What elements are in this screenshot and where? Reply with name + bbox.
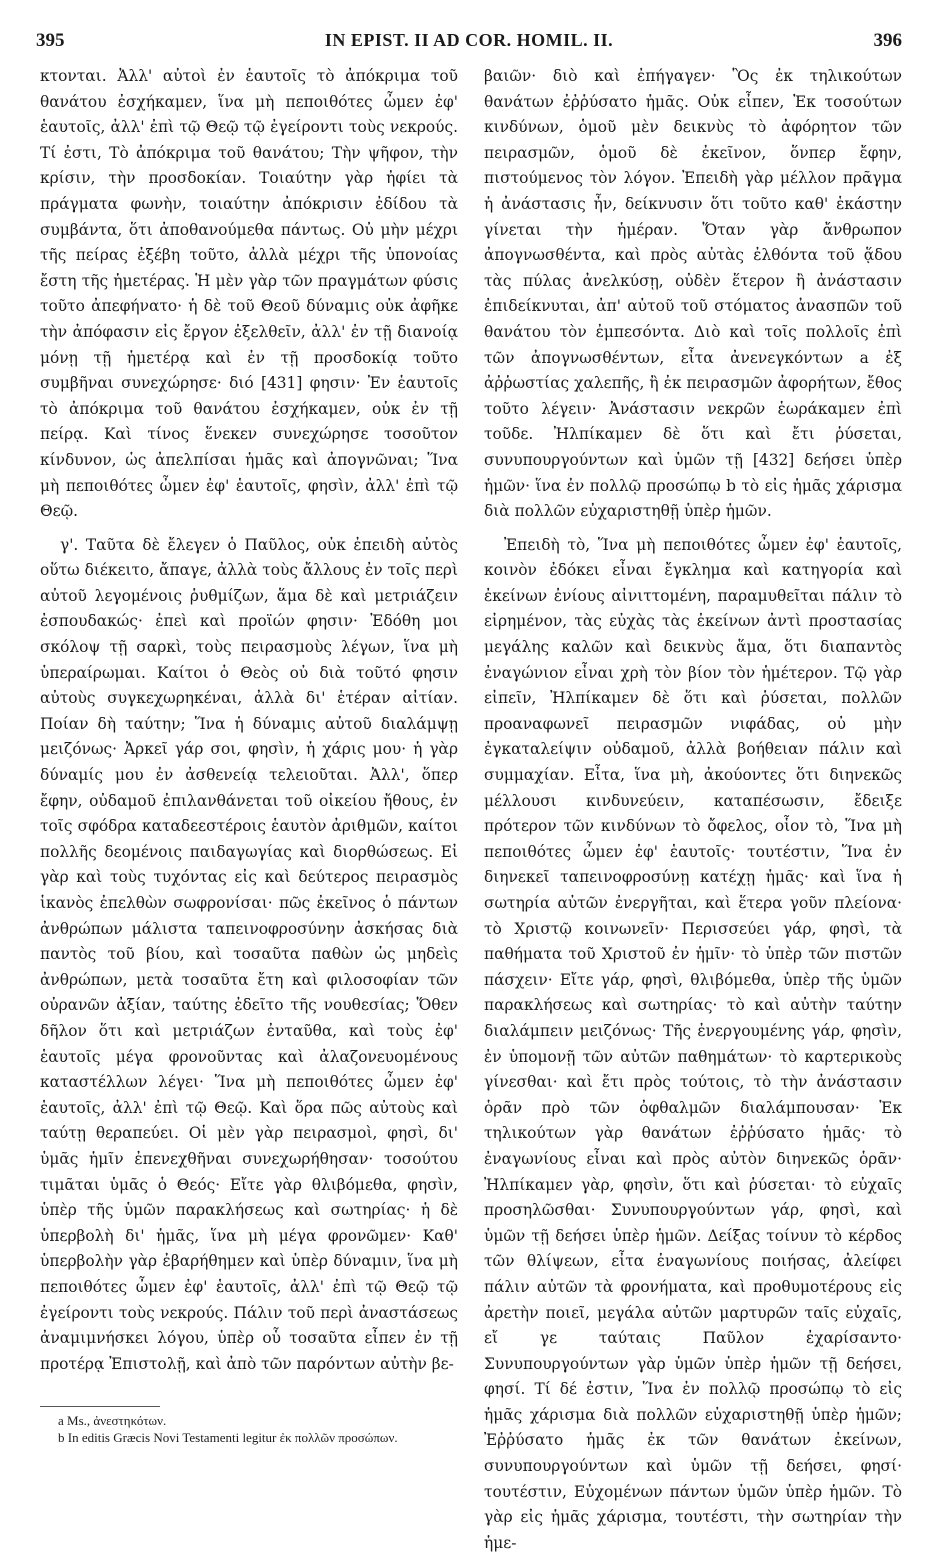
paragraph: κτονται. Ἀλλ' αὐτοὶ ἐν ἑαυτοῖς τὸ ἀπόκριμα τοῦ θανάτου ἐσχήκαμεν, ἵνα μὴ πεποιθότες ὦμεν ἐφ' ἑαυτοῖς, ἀλλ' ἐπὶ τῷ Θεῷ τῷ ἐγείροντι τοὺς νεκρούς. Τί ἐστι, Τὸ ἀπόκριμα τοῦ θανάτου; Τὴν ψῆφον, τὴν κρίσιν, τὴν προσδοκίαν. Τοιαύτην γὰρ ἠφίει τὰ πράγματα φωνὴν, τοιαύτην ἀπόκρισιν ἐδίδου τὰ συμβάντα, ὅτι ἀποθανούμεθα πάντως. Οὐ μὴν μέχρι τῆς πείρας ἐξέβη τοῦτο, ἀλλὰ μέχρι τῆς ὑπονοίας ἔστη τῆς ἡμετέρας. Ἡ μὲν γὰρ τῶν πραγμάτων φύσις τοῦτο ἀπεφήνατο· ἡ δὲ τοῦ Θεοῦ δύναμις οὐκ ἀφῆκε τὴν ἀπόφασιν εἰς ἔργον ἐξελθεῖν, ἀλλ' ἐν τῇ διανοίᾳ μόνῃ τῇ ἡμετέρᾳ καὶ ἐν τῇ προσδοκίᾳ τοῦτο συμβῆναι συνεχώρησε· διό [431] φησιν· Ἐν ἑαυτοῖς τὸ ἀπόκριμα τοῦ θανάτου ἐσχήκαμεν, οὐκ ἐν τῇ πείρᾳ. Καὶ τίνος ἕνεκεν συνεχώρησε τοσοῦτον κίνδυνον, ὡς ἀπελπίσαι ἡμᾶς καὶ ἀπογνῶναι; Ἵνα μὴ πεποιθότες ὦμεν ἐφ' ἑαυτοῖς, φησὶν, ἀλλ' ἐπὶ τῷ Θεῷ. — [40, 67, 458, 521]
footnote: a Ms., ἀνεστηκότων. — [58, 1413, 167, 1428]
footnote-divider — [40, 1406, 160, 1407]
paragraph: Ἐπειδὴ τὸ, Ἵνα μὴ πεποιθότες ὦμεν ἐφ' ἑαυτοῖς, κοινὸν ἐδόκει εἶναι ἔγκλημα καὶ κατηγορία καὶ ἐκείνων ἐνίους αἰνιττομένη, παραμυθεῖται πάλιν τὸ εἰρημένον, τὰς εὐχὰς τὰς ἐκείνων ἀντὶ προστασίας μεγάλης καλῶν καὶ δεικνὺς ἅμα, ὅτι διαπαντὸς ἐναγώνιον εἶναι χρὴ τὸν βίον τὸν ἡμέτερον. Τῷ γὰρ εἰπεῖν, Ἠλπίκαμεν δὲ ὅτι καὶ ῥύσεται, πολλῶν προαναφωνεῖ πειρασμῶν νιφάδας, οὐ μὴν ἐγκαταλείψιν οὐδαμοῦ, ἀλλὰ βοήθειαν πάλιν καὶ συμμαχίαν. Εἶτα, ἵνα μὴ, ἀκούοντες ὅτι διηνεκῶς μέλλουσι κινδυνεύειν, καταπέσωσιν, ἔδειξε πρότερον τῶν κινδύνων τὸ ὄφελος, οἷον τὸ, Ἵνα μὴ πεποιθότες ὦμεν ἐφ' ἑαυτοῖς· τουτέστιν, Ἵνα ἐν διηνεκεῖ ταπεινοφροσύνῃ κατέχῃ ἡμᾶς· καὶ ἵνα ἡ σωτηρία αὐτῶν ἐνεργῆται, καὶ ἕτερα γοῦν πλείονα· τὸ Χριστῷ κοινωνεῖν· Περισσεύει γάρ, φησὶ, τὰ παθήματα τοῦ Χριστοῦ ἐν ἡμῖν· τὸ ὑπὲρ τῶν πιστῶν πάσχειν· Εἴτε γάρ, φησὶ, θλιβόμεθα, ὑπὲρ τῆς ὑμῶν παρακλήσεως καὶ σωτηρίας· τὸ καὶ αὐτὴν ταύτην διαλάμπειν μειζόνως· Τῆς ἐνεργουμένης γάρ, φησὶν, ἐν ὑπομονῇ τῶν αὐτῶν παθημάτων· τὸ καρτερικοὺς γίνεσθαι· καὶ ἔτι πρὸς τούτοις, τὸ τὴν ἀνάστασιν ὁρᾶν πρὸ τῶν ὀφθαλμῶν διαλάμπουσαν· Ἐκ τηλικούτων γὰρ θανάτων ἐῤῥύσατο ἡμᾶς· τὸ ἐναγωνίους εἶναι καὶ πρὸς αὐτὸν διηνεκῶς ὁρᾶν· Ἠλπίκαμεν γὰρ, φησὶν, ὅτι καὶ ῥύσεται· τὸ εὐχαῖς προσηλῶσθαι· Συνυπουργούντων γάρ, φησὶ, καὶ ὑμῶν τῇ δεήσει ὑπὲρ ἡμῶν. Δείξας τοίνυν τὸ κέρδος τῶν θλίψεων, εἶτα ἐναγωνίους ποιήσας, ἀλείφει πάλιν αὐτῶν τὰ φρονήματα, καὶ προθυμοτέρους εἰς ἀρετὴν ποιεῖ, μεγάλα αὐτῶν μαρτυρῶν ταῖς εὐχαῖς, εἴ γε ταύταις Παῦλον ἐχαρίσαντο· Συνυπουργούντων γὰρ ὑμῶν ὑπὲρ ἡμῶν τῇ δεήσει, φησί. Τί δέ ἐστιν, Ἵνα ἐν πολλῷ προσώπῳ τὸ εἰς ἡμᾶς χάρισμα διὰ πολλῶν εὐχαριστηθῇ ὑπὲρ ἡμῶν; Ἐῤῥύσατο ἡμᾶς ἐκ τῶν θανάτων ἐκείνων, συνυπουργούντων καὶ ὑμῶν τῇ δεήσει, φησί· τουτέστιν, Εὐχομένων πάντων ὑμῶν ὑπὲρ ἡμῶν. Τὸ γὰρ εἰς ἡμᾶς χάρισμα, τουτέστι, τὴν σωτηρίαν τὴν ἡμε- — [484, 535, 902, 1552]
left-column — [40, 64, 458, 1377]
paragraph: γ'. Ταῦτα δὲ ἔλεγεν ὁ Παῦλος, οὐκ ἐπειδὴ αὐτὸς οὕτω διέκειτο, ἄπαγε, ἀλλὰ τοὺς ἄλλους ἐν τοῖς περὶ αὐτοῦ λεγομένοις ῥυθμίζων, ἅμα δὲ καὶ μετριάζειν ἐσπουδακώς· ἐπεὶ καὶ προϊών φησιν· Ἐδόθη μοι σκόλοψ τῇ σαρκὶ, τοὺς πειρασμοὺς λέγων, ἵνα μὴ ὑπεραίρωμαι. Καίτοι ὁ Θεὸς οὐ διὰ τοῦτό φησιν αὐτοὺς συγκεχωρηκέναι, ἀλλὰ δι' ἑτέραν αἰτίαν. Ποίαν δὴ ταύτην; Ἵνα ἡ δύναμις αὐτοῦ διαλάμψῃ μειζόνως· Ἀρκεῖ γάρ σοι, φησὶν, ἡ χάρις μου· ἡ γὰρ δύναμίς μου ἐν ἀσθενείᾳ τελειοῦται. Ἀλλ', ὅπερ ἔφην, οὐδαμοῦ ἐπιλανθάνεται τοῦ οἰκείου ἤθους, ἐν τοῖς σφόδρα καταδεεστέροις ἑαυτὸν ἀριθμῶν, καίτοι πολλῆς δεομένοις παιδαγωγίας καὶ διορθώσεως. Εἰ γὰρ καὶ τοὺς τυχόντας εἰς καὶ δεύτερος πειρασμὸς ἱκανὸς ἐπελθὼν σωφρονίσαι· πῶς ἐκεῖνος ὁ πάντων ἀνθρώπων μάλιστα ταπεινοφροσύνην ἀσκήσας διὰ παντὸς τοῦ βίου, καὶ τοσαῦτα παθὼν ὡς μηδεὶς ἀνθρώπων, μετὰ τοσαῦτα ἔτη καὶ φιλοσοφίαν τῶν οὐρανῶν ἀξίαν, ταύτης ἐδεῖτο τῆς νουθεσίας; Ὅθεν δῆλον ὅτι καὶ μετριάζων ἐνταῦθα, καὶ τοὺς ἐφ' ἑαυτοῖς μέγα φρονοῦντας καὶ ἀλαζονευομένους καταστέλλων λέγει· Ἵνα μὴ πεποιθότες ὦμεν ἐφ' ἑαυτοῖς, ἀλλ' ἐπὶ τῷ Θεῷ. Καὶ ὅρα πῶς αὐτοὺς καὶ ταύτῃ θεραπεύει. Οἱ μὲν γὰρ πειρασμοὶ, φησὶ, δι' ὑμᾶς ἡμῖν ἐπενεχθῆναι συνεχωρήθησαν· τοσούτου τιμᾶται ὑμᾶς ὁ Θεός· Εἴτε γὰρ θλιβόμεθα, φησὶν, ὑπὲρ τῆς ὑμῶν παρακλήσεως καὶ σωτηρίας· ἡ δὲ ὑπερβολὴ δι' ἡμᾶς, ἵνα μὴ μέγα φρονῶμεν· Καθ' ὑπερβολὴν γὰρ ἐβαρήθημεν καὶ ὑπὲρ δύναμιν, ἵνα μὴ πεποιθότες ὦμεν ἐφ' ἑαυτοῖς, ἀλλ' ἐπὶ τῷ Θεῷ τῷ ἐγείροντι τοὺς νεκρούς. Πάλιν τοῦ περὶ ἀναστάσεως ἀναμιμνήσκει λόγου, ὑπὲρ οὗ τοσαῦτα εἶπεν ἐν τῇ προτέρᾳ Ἐπιστολῇ, καὶ ἀπὸ τῶν παρόντων αὐτὴν βε- — [40, 535, 458, 1373]
running-title: IN EPIST. II AD COR. HOMIL. II. — [324, 30, 614, 50]
page-number-left: 395 — [36, 30, 65, 51]
running-header — [36, 30, 902, 56]
footnote: b In editis Græcis Novi Testamenti legitur ἐκ πολλῶν προσώπων. — [58, 1430, 398, 1445]
right-column — [484, 64, 902, 1556]
page-number-right: 396 — [873, 30, 902, 51]
footnotes — [58, 1412, 458, 1446]
paragraph: βαιῶν· διὸ καὶ ἐπήγαγεν· Ὃς ἐκ τηλικούτων θανάτων ἐῤῥύσατο ἡμᾶς. Οὐκ εἶπεν, Ἐκ τοσούτων κινδύνων, ὁμοῦ μὲν δεικνὺς τὸ ἀφόρητον τῶν πειρασμῶν, ὁμοῦ δὲ ἐκεῖνον, ὅνπερ ἔφην, πιστούμενος τὸν λόγον. Ἐπειδὴ γὰρ μέλλον πρᾶγμα ἡ ἀνάστασις ἦν, δείκνυσιν ὅτι τοῦτο καθ' ἑκάστην γίνεται τὴν ἡμέραν. Ὅταν γὰρ ἄνθρωπον ἀπογνωσθέντα, καὶ πρὸς αὐτὰς ἐλθόντα τοῦ ᾅδου τὰς πύλας ἀνελκύσῃ, οὐδὲν ἕτερον ἢ ἀνάστασιν ἐπιδείκνυται, ἀπ' αὐτοῦ τοῦ στόματος ἀνασπῶν τοῦ θανάτου τὸν ἐμπεσόντα. Διὸ καὶ τοῖς πολλοῖς ἐπὶ τῶν ἀπογνωσθέντων, εἶτα ἀνενεγκόντων a ἐξ ἀῤῥωστίας χαλεπῆς, ἢ ἐκ πειρασμῶν ἀφορήτων, ἔθος τοῦτο λέγειν· Ἀνάστασιν νεκρῶν ἑωράκαμεν ἐπὶ τοῦδε. Ἠλπίκαμεν δὲ ὅτι καὶ ἔτι ῥύσεται, συνυπουργούντων καὶ ὑμῶν τῇ [432] δεήσει ὑπὲρ ἡμῶν· ἵνα ἐν πολλῷ προσώπῳ b τὸ εἰς ἡμᾶς χάρισμα διὰ πολλῶν εὐχαριστηθῇ ὑπὲρ ἡμῶν. — [484, 67, 902, 521]
